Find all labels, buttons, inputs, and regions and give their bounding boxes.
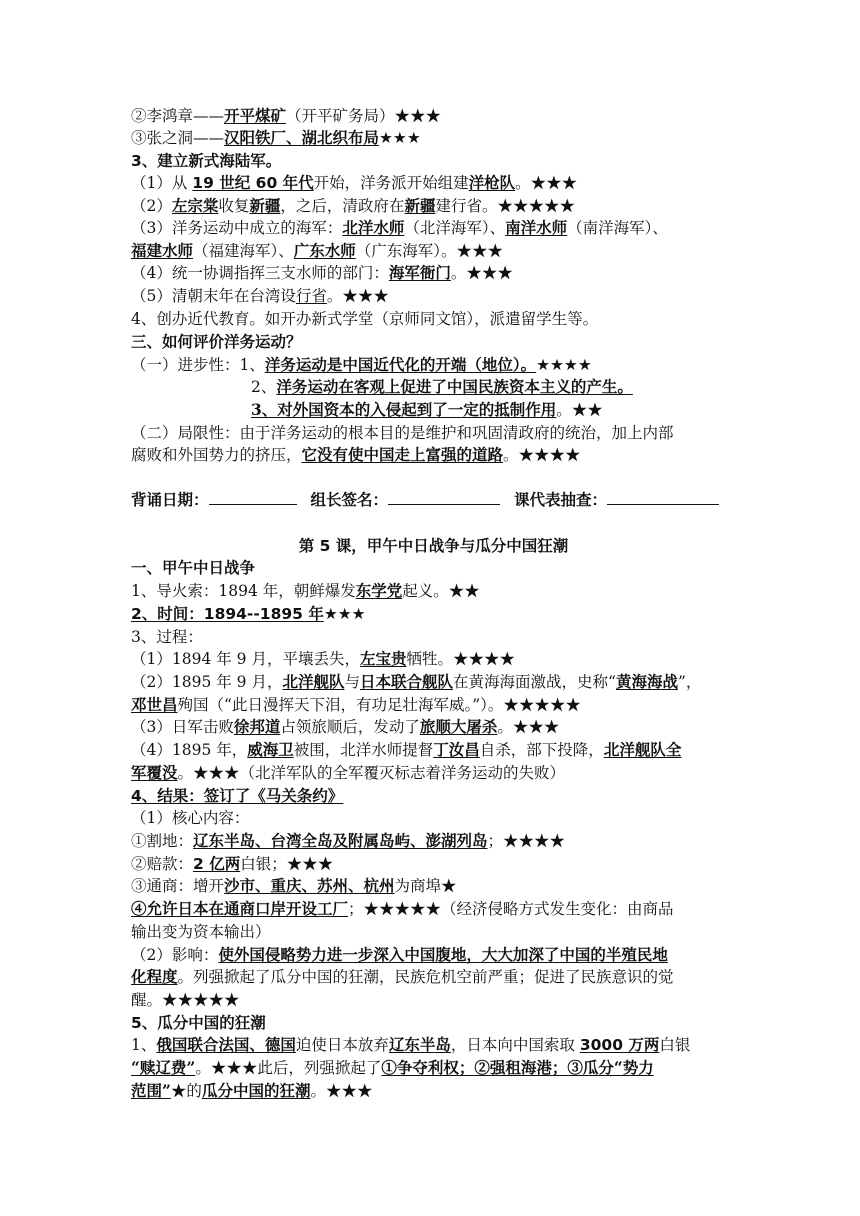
line-yellow-sea-2: 邓世昌殉国（“此日漫挥天下泪，有功足壮海军威。”）。★★★★★ — [131, 695, 581, 714]
recite-date-blank — [209, 490, 297, 505]
recite-date-label: 背诵日期： — [131, 491, 209, 509]
heading-partition: 5、瓜分中国的狂潮 — [131, 1014, 266, 1032]
line-process: 3、过程： — [131, 628, 203, 646]
line-progress-1: （一）进步性：1、洋务运动是中国近代化的开端（地位）。★★★★ — [131, 355, 592, 374]
line-yellow-sea-1: （2）1895 年 9 月，北洋舰队与日本联合舰队在黄海海面激战，史称“黄海海战”， — [131, 672, 702, 691]
heading-result: 4、结果：签订了《马关条约》 — [131, 787, 344, 805]
line-triple-intervention-3: 范围”★的瓜分中国的狂潮。★★★ — [131, 1081, 373, 1100]
line-triple-intervention-1: 1、俄国联合法国、德国迫使日本放弃辽东半岛，日本向中国索取 3000 万两白银 — [131, 1035, 691, 1054]
line-zhangzhidong: ③张之洞——汉阳铁厂、湖北织布局★★★ — [131, 128, 421, 147]
line-factories-1: ④允许日本在通商口岸开设工厂；★★★★★（经济侵略方式发生变化：由商品 — [131, 899, 674, 918]
line-lushun: （3）日军击败徐邦道占领旅顺后，发动了旅顺大屠杀。★★★ — [131, 717, 560, 736]
line-triple-intervention-2: “赎辽费”。★★★此后，列强掀起了①争夺利权；②强租海港；③瓜分“势力 — [131, 1058, 654, 1077]
heading-evaluate: 三、如何评价洋务运动？ — [131, 333, 302, 351]
line-weihaiwei-2: 军覆没。★★★（北洋军队的全军覆灭标志着洋务运动的失败） — [131, 763, 566, 782]
line-impact-1: （2）影响：使外国侵略势力进一步深入中国腹地，大大加深了中国的半殖民地 — [131, 945, 668, 964]
line-admiralty: （4）统一协调指挥三支水师的部门：海军衙门。★★★ — [131, 263, 513, 282]
line-trigger: 1、导火索：1894 年，朝鲜爆发东学党起义。★★ — [131, 581, 480, 600]
line-limitation-1: （二）局限性：由于洋务运动的根本目的是维护和巩固清政府的统治，加上内部 — [131, 424, 674, 442]
line-progress-3: 3、对外国资本的入侵起到了一定的抵制作用。★★ — [251, 400, 603, 419]
line-navies-2: 福建水师（福建海军）、广东水师（广东海军）。★★★ — [131, 241, 504, 260]
line-pyongyang: （1）1894 年 9 月，平壤丢失，左宝贵牺牲。★★★★ — [131, 649, 515, 668]
line-limitation-2: 腐败和外国势力的挤压，它没有使中国走上富强的道路。★★★★ — [131, 445, 581, 464]
line-navies-1: （3）洋务运动中成立的海军：北洋水师（北洋海军）、南洋水师（南洋海军）、 — [131, 218, 668, 237]
heading-navy-army: 3、建立新式海陆军。 — [131, 152, 282, 170]
lesson-title: 第 5 课，甲午中日战争与瓜分中国狂潮 — [298, 537, 569, 555]
line-lihongzhang: ②李鸿章——开平煤矿（开平矿务局）★★★ — [131, 106, 442, 125]
leader-sign-label: 组长签名： — [310, 491, 389, 509]
line-factories-2: 输出变为资本输出） — [131, 923, 271, 941]
signature-row — [131, 488, 719, 510]
line-time: 2、时间：1894--1895 年★★★ — [131, 605, 366, 623]
line-weihaiwei-1: （4）1895 年，威海卫被围，北洋水师提督丁汝昌自杀，部下投降，北洋舰队全 — [131, 740, 682, 759]
leader-sign-blank — [388, 490, 500, 505]
heading-sino-japanese-war: 一、甲午中日战争 — [131, 559, 256, 577]
line-rifle-corps: （1）从 19 世纪 60 年代开始，洋务派开始组建洋枪队。★★★ — [131, 173, 578, 192]
line-progress-2: 2、洋务运动在客观上促进了中国民族资本主义的产生。 — [251, 377, 633, 396]
line-core-content: （1）核心内容： — [131, 809, 250, 827]
line-education: 4、创办近代教育。如开办新式学堂（京师同文馆），派遣留学生等。 — [131, 310, 599, 328]
line-impact-2: 化程度。列强掀起了瓜分中国的狂潮，民族危机空前严重；促进了民族意识的觉 — [131, 967, 674, 986]
line-indemnity: ②赔款：2 亿两白银；★★★ — [131, 855, 334, 873]
line-impact-3: 醒。★★★★★ — [131, 991, 240, 1009]
line-taiwan-province: （5）清朝末年在台湾设行省。★★★ — [131, 287, 389, 305]
rep-check-label: 课代表抽查： — [514, 491, 608, 509]
rep-check-blank — [607, 490, 719, 505]
line-trade-ports: ③通商：增开沙市、重庆、苏州、杭州为商埠★ — [131, 876, 457, 895]
line-cede-land: ①割地：辽东半岛、台湾全岛及附属岛屿、澎湖列岛；★★★★ — [131, 831, 566, 850]
line-xinjiang: （2）左宗棠收复新疆，之后，清政府在新疆建行省。★★★★★ — [131, 196, 575, 215]
